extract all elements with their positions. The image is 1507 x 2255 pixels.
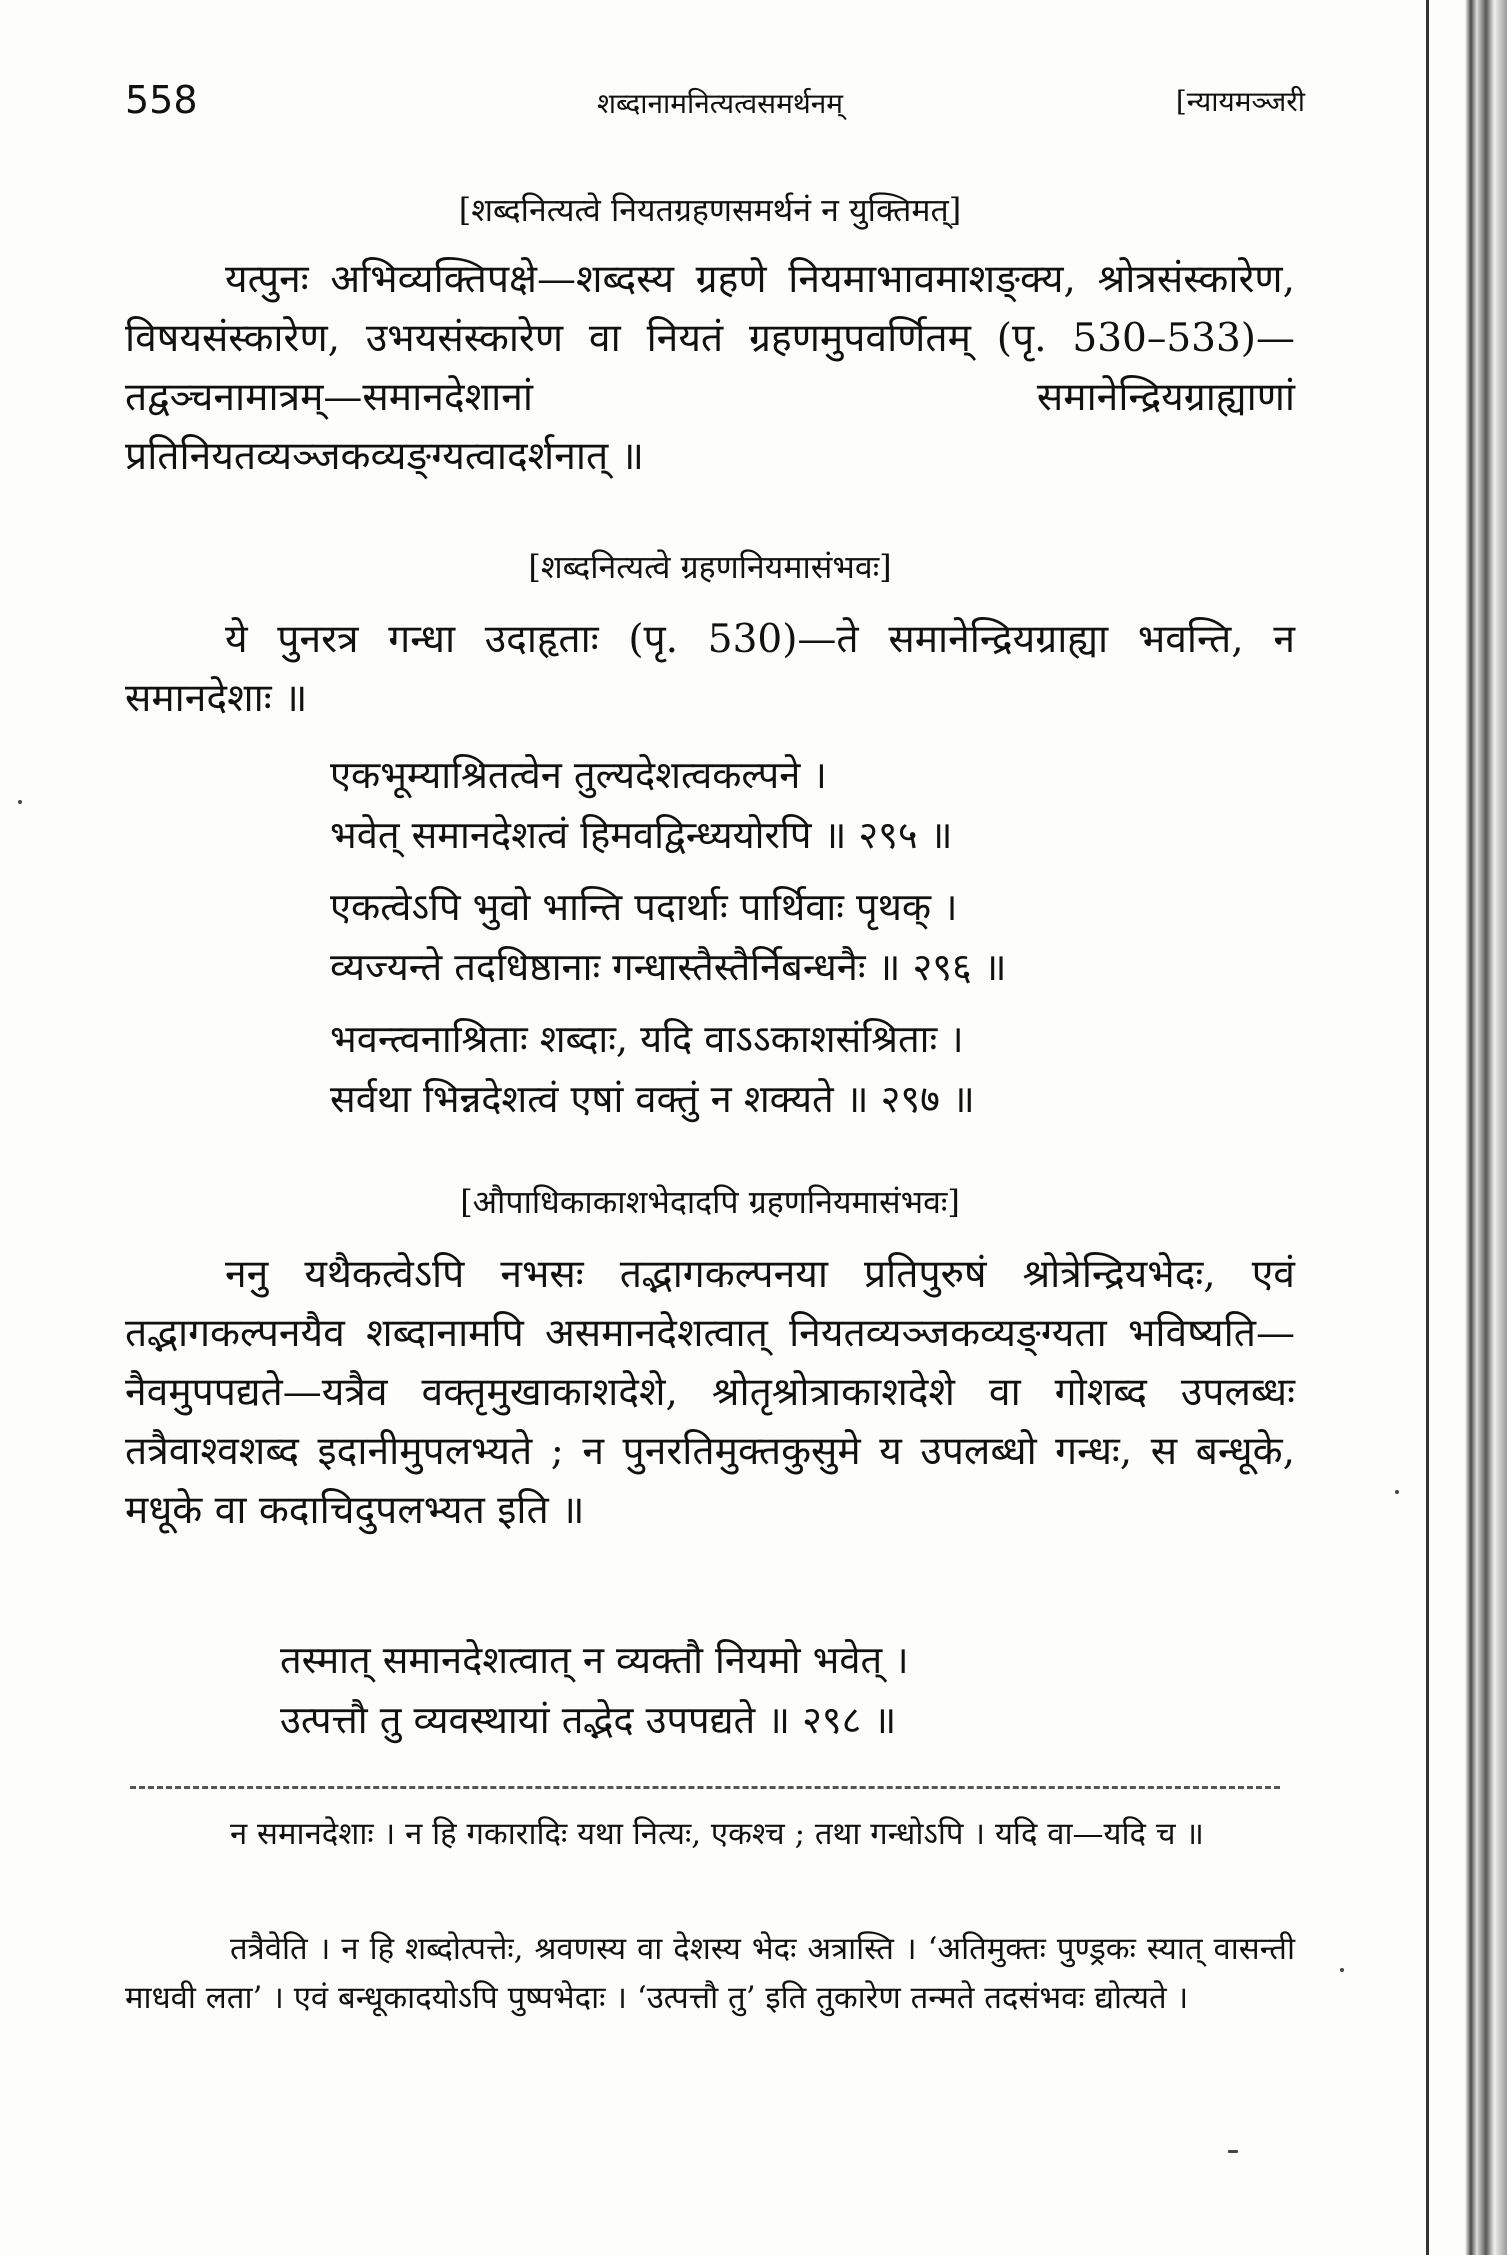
paper-speck: [1340, 1968, 1344, 1972]
verse-line: एकभूम्याश्रितत्वेन तुल्यदेशत्वकल्पने ।: [330, 753, 827, 797]
verse-line: सर्वथा भिन्नदेशत्वं एषां वक्तुं न शक्यते ॥ २९७ ॥: [330, 1077, 975, 1121]
section-heading-2: [शब्दनित्यत्वे ग्रहणनियमासंभवः]: [528, 548, 892, 586]
verse-line: उत्पत्तौ तु व्यवस्थायां तद्भेद उपपद्यते ॥ २९८ ॥: [280, 1698, 897, 1742]
footnote-1: न समानदेशाः । न हि गकारादिः यथा नित्यः, एकश्च ; तथा गन्धोऽपि । यदि वा—यदि च ॥: [230, 1816, 1204, 1852]
verse-group-b: [280, 1630, 909, 1750]
section-heading-1: [शब्दनित्यत्वे नियतग्रहणसमर्थनं न युक्तिमत्]: [458, 191, 962, 229]
footnote-2: तत्रैवेति । न हि शब्दोत्पत्तेः, श्रवणस्य वा देशस्य भेदः अत्रास्ति । ‘अतिमुक्तः पुण्ड्रकः स्यात् वासन्ती माधवी लता’ । एवं बन्धूकादयोऽपि पुष्पभेदाः । ‘उत्पत्तौ तु’ इति तुकारेण तन्मते तदसंभवः द्योत्यते ।: [125, 1931, 1295, 2016]
section-paragraph-2: ये पुनरत्र गन्धा उदाहृताः (पृ. 530)—ते समानेन्द्रियग्राह्या भवन्ति, न समानदेशाः ॥: [125, 617, 1295, 721]
running-title: शब्दानामनित्यत्वसमर्थनम्: [596, 87, 843, 120]
page-header: [125, 78, 1305, 138]
page-edge-line: [1426, 0, 1429, 2255]
book-spine-shadow: [1465, 0, 1507, 2255]
section-paragraph-3: ननु यथैकत्वेऽपि नभसः तद्भागकल्पनया प्रतिपुरुषं श्रोत्रेन्द्रियभेदः, एवं तद्भागकल्पनयैव शब्दानामपि असमानदेशत्वात् नियतव्यञ्जकव्यङ्ग्यता भविष्यति—नैवमुपपद्यते—यत्रैव वक्तृमुखाकाशदेशे, श्रोतृश्रोत्राकाशदेशे वा गोशब्द उपलब्धः तत्रैवाश्वशब्द इदानीमुपलभ्यते ; न पुनरतिमुक्तकुसुमे य उपलब्धो गन्धः, स बन्धूके, मधूके वा कदाचिदुपलभ्यत इति ॥: [125, 1252, 1295, 1533]
verse-line: तस्मात् समानदेशत्वात् न व्यक्तौ नियमो भवेत् ।: [280, 1638, 909, 1682]
section-heading-3: [औपाधिकाकाशभेदादपि ग्रहणनियमासंभवः]: [460, 1183, 960, 1221]
verse-line: भवन्त्वनाश्रिताः शब्दाः, यदि वाऽऽकाशसंश्रिताः ।: [330, 1017, 964, 1061]
verse-line: एकत्वेऽपि भुवो भान्ति पदार्थाः पार्थिवाः पृथक् ।: [330, 885, 958, 929]
paper-speck: [1228, 2150, 1238, 2153]
paper-speck: [18, 800, 22, 804]
verse-group-a: [330, 745, 1007, 1129]
paper-speck: [1395, 1490, 1399, 1494]
book-title: [न्यायमञ्जरी: [1175, 85, 1305, 118]
verse-line: भवेत् समानदेशत्वं हिमवद्विन्ध्ययोरपि ॥ २९५ ॥: [330, 813, 953, 857]
footnote-divider: [130, 1786, 1280, 1789]
page-number: 558: [125, 78, 198, 122]
section-paragraph-1: यत्पुनः अभिव्यक्तिपक्षे—शब्दस्य ग्रहणे नियमाभावमाशङ्क्य, श्रोत्रसंस्कारेण, विषयसंस्कारेण, उभयसंस्कारेण वा नियतं ग्रहणमुपवर्णितम् (पृ. 530–533)—तद्वञ्चनामात्रम्—समानदेशानां समानेन्द्रियग्राह्याणां प्रतिनियतव्यञ्जकव्यङ्ग्यत्वादर्शनात् ॥: [125, 257, 1295, 479]
verse-line: व्यज्यन्ते तदधिष्ठानाः गन्धास्तैस्तैर्निबन्धनैः ॥ २९६ ॥: [330, 945, 1007, 989]
